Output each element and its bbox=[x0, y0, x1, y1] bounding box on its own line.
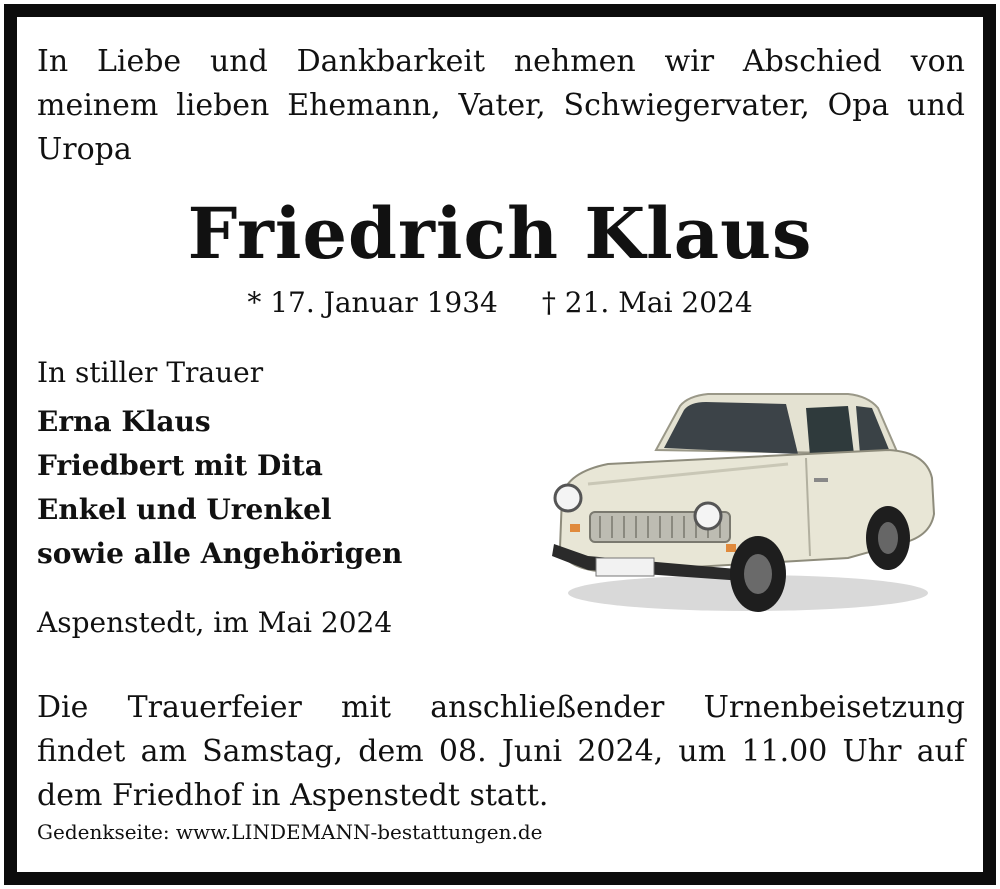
mourner-name: sowie alle Angehörigen bbox=[37, 537, 403, 570]
place-date: Aspenstedt, im Mai 2024 bbox=[37, 606, 393, 639]
mourner-name: Friedbert mit Dita bbox=[37, 449, 323, 482]
memorial-page-link[interactable]: Gedenkseite: www.LINDEMANN-bestattungen.de bbox=[37, 820, 543, 844]
mourners-list bbox=[37, 400, 402, 576]
intro-line-2: meinem lieben Ehemann, Vater, Schwiegervater, Opa und bbox=[37, 88, 965, 123]
mourning-heading: In stiller Trauer bbox=[37, 356, 264, 389]
birth-date: * 17. Januar 1934 bbox=[247, 286, 498, 319]
ceremony-line-3: dem Friedhof in Aspenstedt statt. bbox=[37, 778, 549, 813]
death-date: † 21. Mai 2024 bbox=[541, 286, 753, 319]
life-dates bbox=[0, 286, 1000, 319]
mourner-name: Erna Klaus bbox=[37, 405, 211, 438]
classic-car-photo bbox=[548, 388, 938, 620]
ceremony-line-2: findet am Samstag, dem 08. Juni 2024, um 11.00 Uhr auf bbox=[37, 734, 965, 769]
intro-line-3: Uropa bbox=[37, 132, 132, 167]
ceremony-line-1: Die Trauerfeier mit anschließender Urnenbeisetzung bbox=[37, 690, 965, 725]
intro-line-1: In Liebe und Dankbarkeit nehmen wir Abschied von bbox=[37, 44, 965, 79]
mourner-name: Enkel und Urenkel bbox=[37, 493, 332, 526]
deceased-name: Friedrich Klaus bbox=[187, 192, 813, 275]
